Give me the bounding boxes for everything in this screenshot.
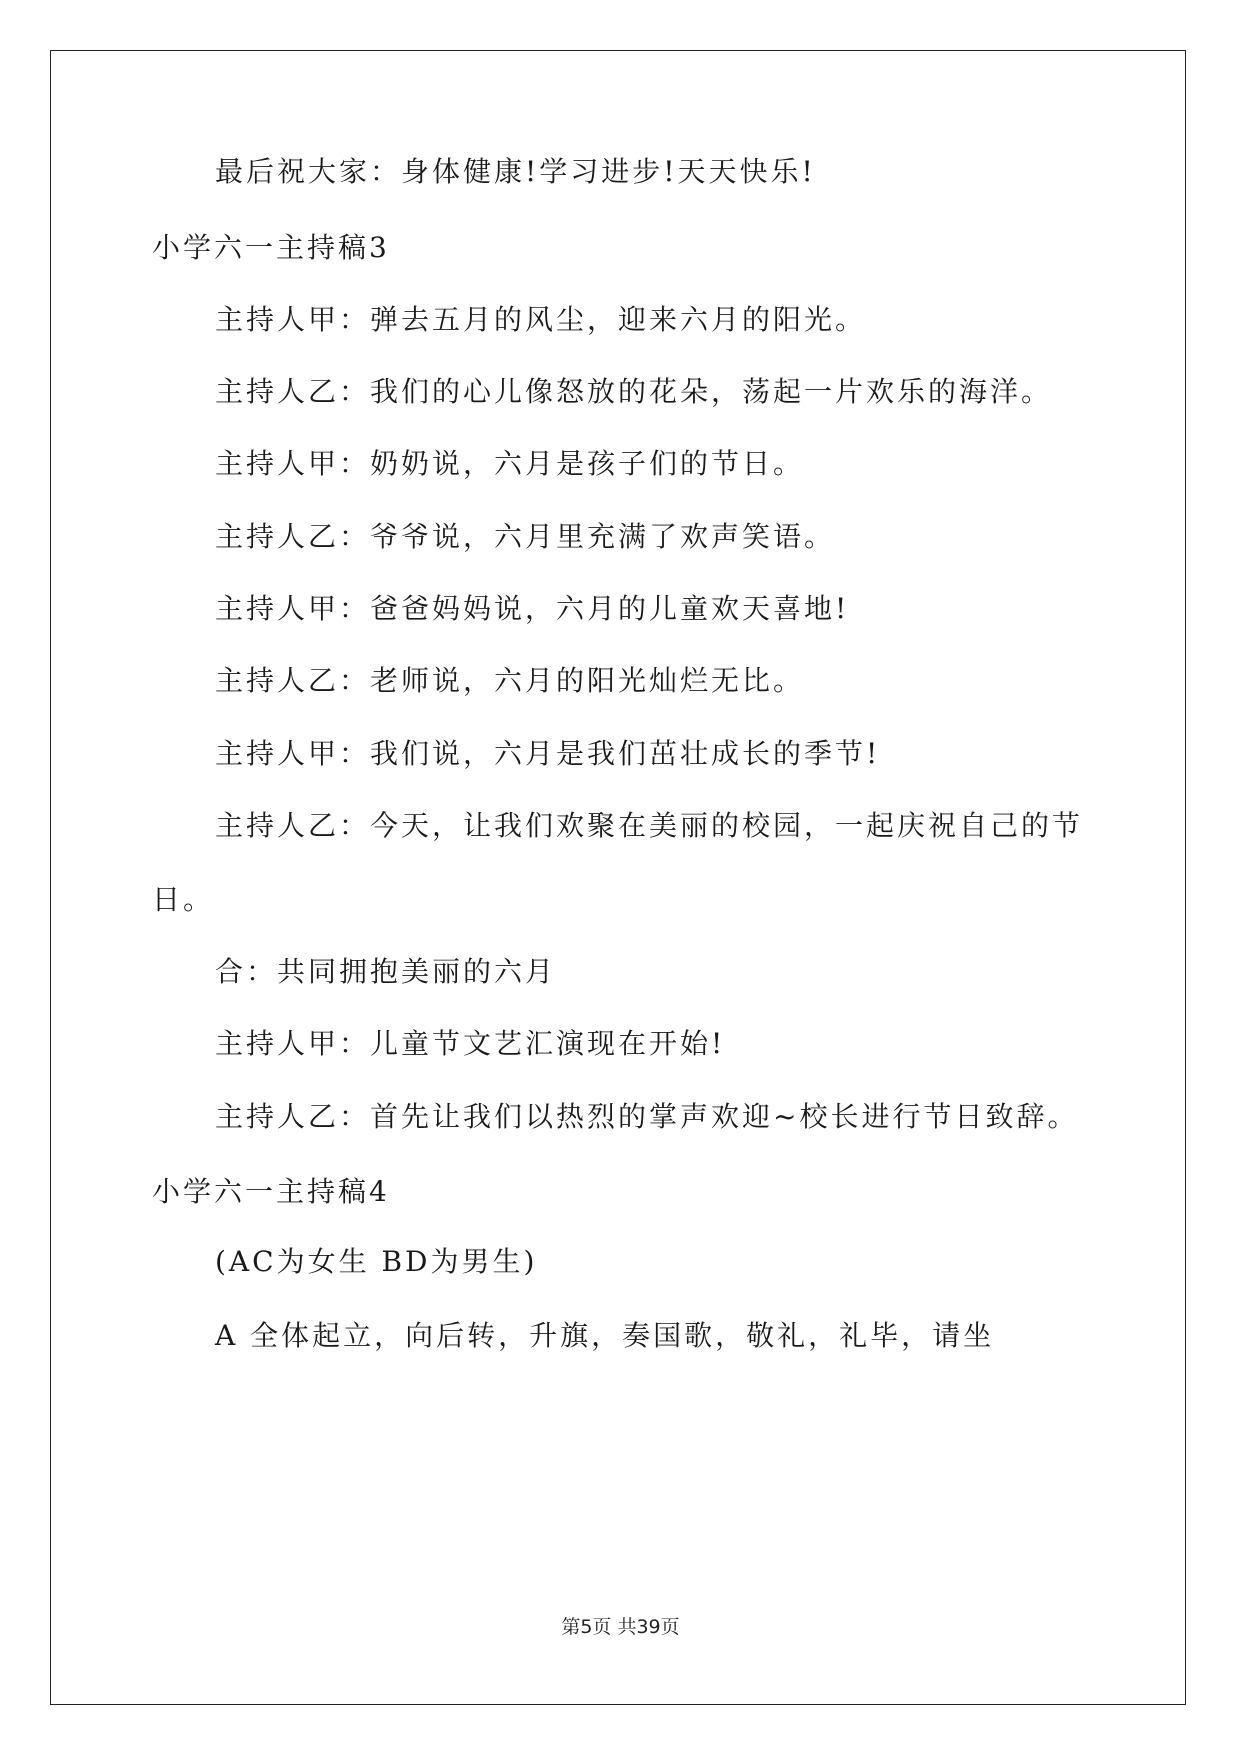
dialogue-line: A 全体起立，向后转，升旗，奏国歌，敬礼，礼毕，请坐	[215, 1319, 995, 1352]
dialogue-line: 主持人甲：儿童节文艺汇演现在开始!	[215, 1027, 726, 1060]
dialogue-line: 主持人甲：奶奶说，六月是孩子们的节日。	[215, 447, 805, 480]
dialogue-line: 主持人乙：我们的心儿像怒放的花朵，荡起一片欢乐的海洋。	[215, 375, 1053, 408]
page-border	[50, 50, 1186, 1705]
section-heading-4: 小学六一主持稿4	[152, 1175, 390, 1208]
dialogue-line: 主持人甲：我们说，六月是我们茁壮成长的季节!	[215, 737, 881, 770]
dialogue-line: 主持人乙：首先让我们以热烈的掌声欢迎~校长进行节日致辞。	[215, 1100, 1079, 1133]
dialogue-line: 主持人乙：老师说，六月的阳光灿烂无比。	[215, 664, 805, 697]
dialogue-line: 合：共同拥抱美丽的六月	[215, 955, 557, 988]
dialogue-line: 主持人乙：爷爷说，六月里充满了欢声笑语。	[215, 520, 836, 553]
role-note-line: (AC为女生 BD为男生)	[215, 1245, 538, 1278]
dialogue-line-continuation: 日。	[152, 883, 215, 916]
page-number-footer: 第5页 共39页	[561, 1616, 680, 1638]
section-heading-3: 小学六一主持稿3	[152, 231, 390, 264]
dialogue-line: 主持人甲：爸爸妈妈说，六月的儿童欢天喜地!	[215, 592, 850, 625]
closing-wish-line: 最后祝大家：身体健康!学习进步!天天快乐!	[215, 155, 816, 188]
dialogue-line: 主持人甲：弹去五月的风尘，迎来六月的阳光。	[215, 303, 867, 336]
dialogue-line: 主持人乙：今天，让我们欢聚在美丽的校园，一起庆祝自己的节	[215, 809, 1084, 842]
